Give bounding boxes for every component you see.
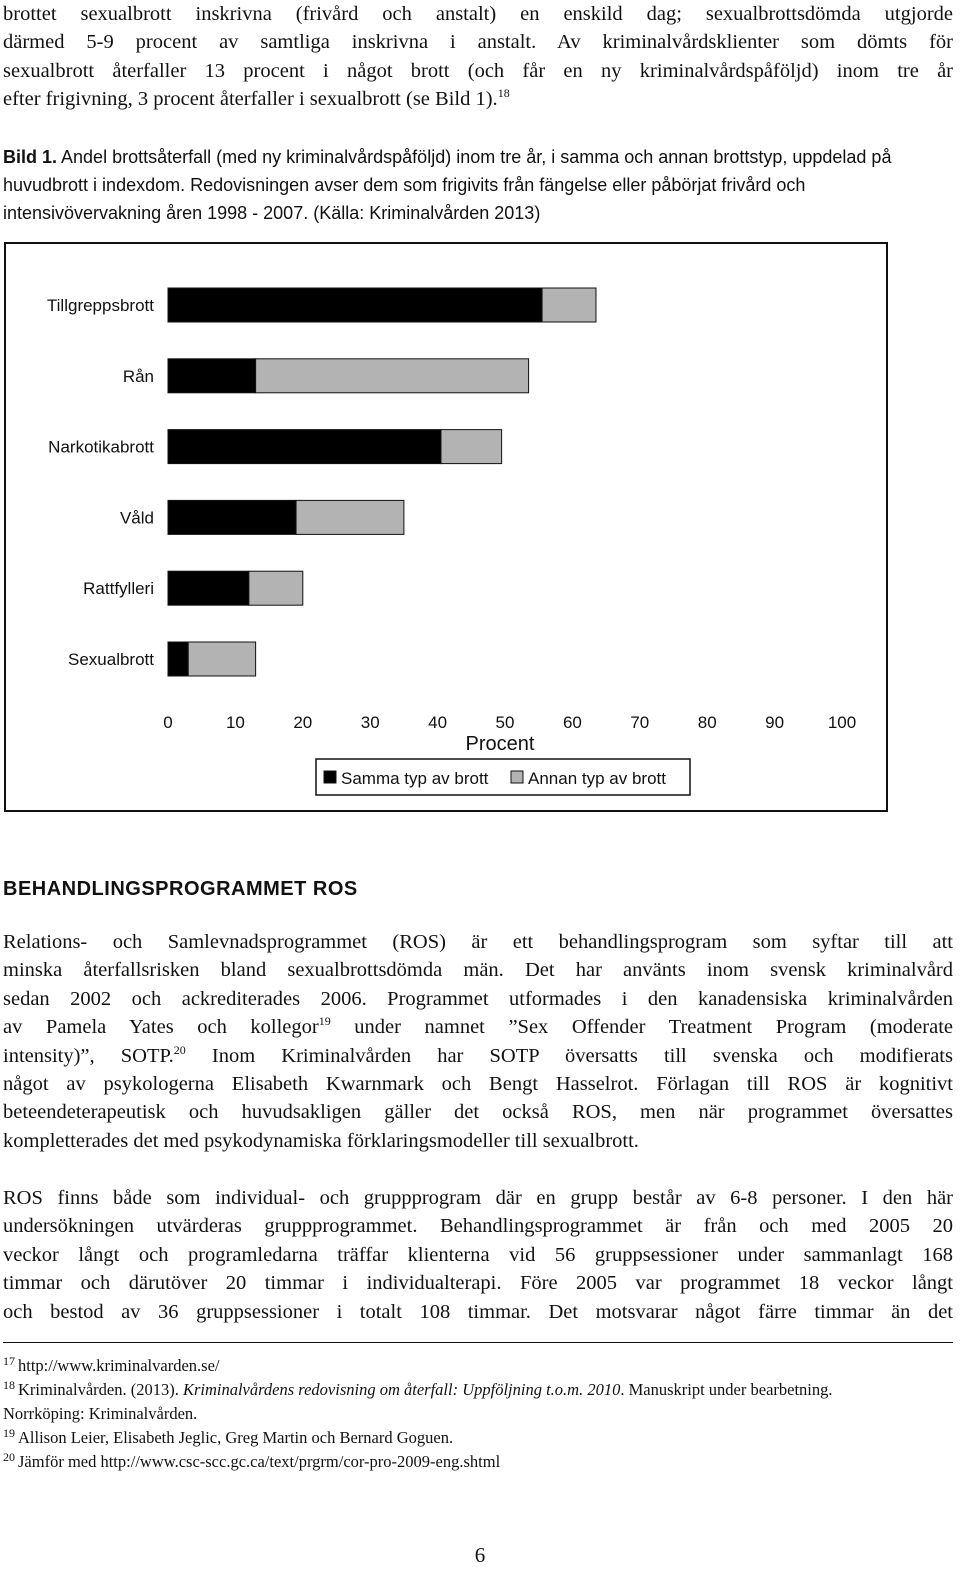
caption-text: Andel brottsåterfall (med ny kriminalvårdspåföljd) inom tre år, i samma och annan brottstyp, uppdelad på huvudbrott i indexdom. Redovisningen avser dem som frigivits från fängelse eller påbörjat frivård och intensivövervakning åren 1998 - 2007. (Källa: Kriminalvården 2013)	[3, 147, 892, 223]
paragraph-line: och bestod av 36 gruppsessioner i totalt 108 timmar. Det motsvarar något färre timmar än det	[3, 1300, 953, 1323]
bar-other-type	[188, 642, 255, 676]
intro-last-line: efter frigivning, 3 procent återfaller i sexualbrott (se Bild 1).	[3, 88, 498, 111]
bar-same-type	[168, 430, 441, 464]
paragraph-line	[3, 1042, 953, 1070]
footnote-text: Jämför med http://www.csc-scc.gc.ca/text/prgrm/cor-pro-2009-eng.shtml	[18, 1452, 501, 1471]
bar-same-type	[168, 288, 542, 322]
footnote-text: http://www.kriminalvarden.se/	[18, 1356, 220, 1375]
ros-paragraph	[3, 928, 953, 1155]
footnote-ref: 18	[497, 86, 510, 101]
paragraph-line: sedan 2002 och ackrediterades 2006. Programmet utformades i den kanadensiska kriminalvården	[3, 987, 953, 1010]
category-label: Sexualbrott	[68, 650, 154, 669]
x-tick-label: 90	[765, 713, 785, 732]
category-label: Rån	[122, 366, 154, 386]
bar-other-type	[249, 571, 303, 605]
intro-line: därmed 5-9 procent av samtliga inskrivna i anstalt. Av kriminalvårdsklienter som dömts för	[3, 31, 953, 54]
bar-same-type	[168, 571, 249, 605]
category-label: Våld	[119, 508, 154, 528]
line-part: Inom Kriminalvården har SOTP översatts till svenska och modifierats	[185, 1044, 953, 1067]
intro-line: sexualbrott återfaller 13 procent i något brott (och får en ny kriminalvårdspåföljd) inom tre år	[3, 59, 953, 82]
x-tick-label: 20	[293, 713, 313, 732]
line-part: av Pamela Yates och kollegor	[3, 1016, 319, 1039]
bar-same-type	[168, 500, 296, 534]
x-tick-label: 60	[562, 713, 582, 732]
x-tick-label: 100	[827, 713, 857, 732]
bar-other-type	[256, 359, 529, 393]
paragraph-line: ROS finns både som individual- och gruppprogram där en grupp består av 6-8 personer. I den här	[3, 1187, 953, 1209]
x-tick-label: 80	[697, 713, 717, 732]
bar-same-type	[168, 642, 188, 676]
page-number: 6	[474, 1543, 486, 1567]
category-label: Tillgreppsbrott	[46, 296, 154, 315]
x-tick-label: 0	[163, 713, 173, 732]
x-tick-label: 40	[428, 713, 448, 732]
paragraph-line	[3, 1013, 953, 1041]
paragraph-line: veckor långt och programledarna träffar klienterna vid 56 gruppsessioner under sammanlagt 168	[3, 1243, 953, 1266]
footnote-text: Norrköping: Kriminalvården.	[3, 1404, 198, 1423]
footnote-ref: 19	[318, 1014, 331, 1029]
x-tick-label: 50	[495, 713, 515, 732]
bar-same-type	[168, 359, 256, 393]
bar-other-type	[441, 430, 502, 464]
chart-frame	[4, 242, 888, 812]
footnote-20	[3, 1450, 953, 1474]
line-part: intensity)”, SOTP.	[3, 1044, 174, 1067]
footnote-ref: 20	[173, 1042, 186, 1057]
footnote-number: 17	[3, 1353, 15, 1368]
footnote-18	[3, 1378, 953, 1426]
bar-chart	[6, 244, 886, 810]
section-heading: BEHANDLINGSPROGRAMMET ROS	[3, 878, 358, 900]
footnote-number: 20	[3, 1449, 15, 1464]
paragraph-line: beteendeterapeutisk och huvudsakligen gäller det också ROS, men när programmet översattes	[3, 1101, 953, 1124]
footnote-text: Allison Leier, Elisabeth Jeglic, Greg Martin och Bernard Goguen.	[18, 1428, 454, 1447]
paragraph-line: kompletterades det med psykodynamiska förklaringsmodeller till sexualbrott.	[3, 1129, 639, 1152]
intro-line: brottet sexualbrott inskrivna (frivård och anstalt) en enskild dag; sexualbrottsdömda utgjorde	[3, 3, 953, 25]
paragraph-line: minska återfallsrisken bland sexualbrottsdömda män. Det har använts inom svensk kriminalvård	[3, 959, 953, 982]
line-part: under namnet ”Sex Offender Treatment Program (moderate	[330, 1016, 953, 1039]
intro-line	[3, 85, 953, 113]
paragraph-line: Relations- och Samlevnadsprogrammet (ROS) är ett behandlingsprogram som syftar till att	[3, 931, 953, 953]
footnote-text: Kriminalvården. (2013).	[18, 1380, 183, 1399]
footnote-number: 18	[3, 1377, 15, 1392]
legend-swatch-same	[324, 771, 336, 783]
legend-swatch-other	[511, 771, 523, 783]
legend-label: Samma typ av brott	[341, 769, 489, 788]
footnote-text: . Manuskript under bearbetning.	[620, 1380, 833, 1399]
paragraph-line: timmar och därutöver 20 timmar i individualterapi. Före 2005 var programmet 18 veckor långt	[3, 1272, 953, 1295]
footnote-number: 19	[3, 1425, 15, 1440]
x-axis-label: Procent	[465, 733, 535, 755]
paragraph-line: undersökningen utvärderas gruppprogrammet. Behandlingsprogrammet är från och med 2005 20	[3, 1215, 953, 1238]
footnote-rule	[3, 1342, 953, 1343]
category-label: Narkotikabrott	[48, 437, 154, 457]
bar-other-type	[296, 500, 404, 534]
footnote-17	[3, 1354, 953, 1378]
x-tick-label: 70	[630, 713, 650, 732]
ros-group-paragraph	[3, 1184, 953, 1326]
figure-caption	[3, 143, 953, 227]
x-tick-label: 30	[360, 713, 380, 732]
intro-paragraph	[3, 0, 953, 114]
footnote-title: Kriminalvårdens redovisning om återfall: Uppföljning t.o.m. 2010	[182, 1380, 621, 1399]
legend-label: Annan typ av brott	[528, 769, 666, 788]
bar-other-type	[542, 288, 596, 322]
category-label: Rattfylleri	[83, 579, 154, 599]
caption-label: Bild 1.	[3, 147, 58, 167]
paragraph-line: något av psykologerna Elisabeth Kwarnmark och Bengt Hasselrot. Förlagan till ROS är kognitivt	[3, 1073, 953, 1096]
footnote-19	[3, 1426, 953, 1450]
x-tick-label: 10	[225, 713, 245, 732]
